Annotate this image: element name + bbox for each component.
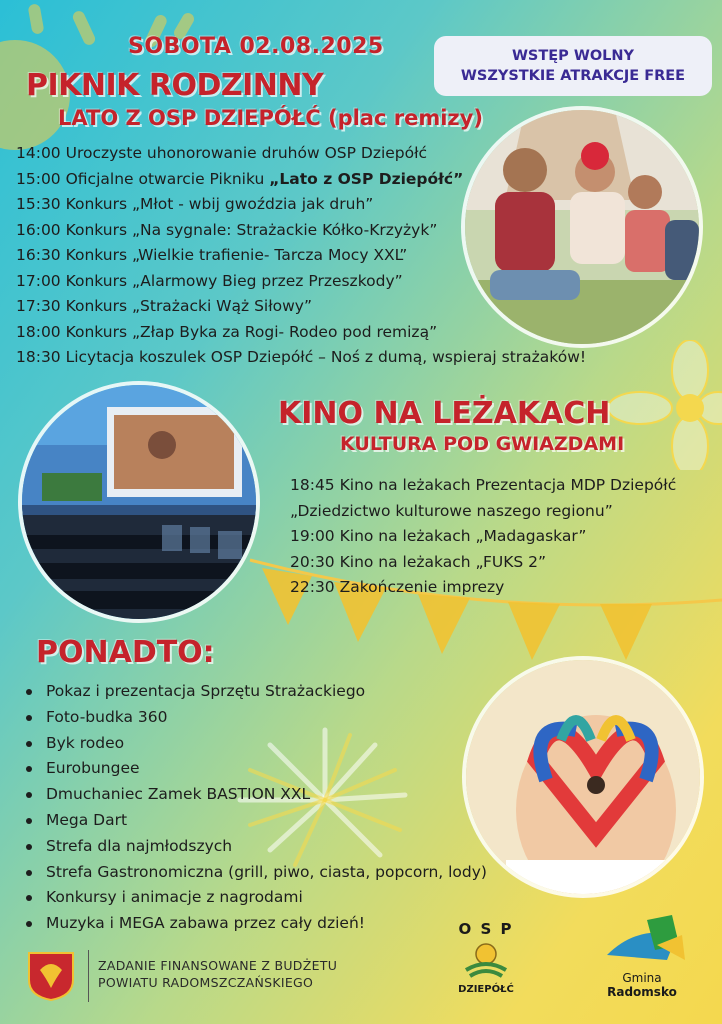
funding-line-2: POWIATU RADOMSZCZAŃSKIEGO — [98, 975, 314, 990]
schedule-item: 19:00 Kino na leżakach „Madagaskar” — [290, 527, 587, 545]
cinema-title: KINO NA LEŻAKACH — [278, 396, 611, 431]
gmina-label-2: Radomsko — [607, 985, 677, 999]
footer-divider — [88, 950, 89, 1002]
list-item: Foto-budka 360 — [22, 705, 487, 731]
schedule-item: 22:30 Zakończenie imprezy — [290, 578, 505, 596]
funding-line-1: ZADANIE FINANSOWANE Z BUDŻETU — [98, 958, 338, 973]
schedule-item: 14:00 Uroczyste uhonorowanie druhów OSP Dziepółć — [16, 144, 428, 162]
badge-line-1: WSTĘP WOLNY — [511, 48, 635, 64]
extras-title: PONADTO: — [36, 635, 215, 670]
cinema-subtitle: KULTURA POD GWIAZDAMI — [340, 433, 625, 455]
list-item: Strefa dla najmłodszych — [22, 834, 487, 860]
schedule-item: 15:00 Oficjalne otwarcie Pikniku „Lato z OSP Dziepółć” — [16, 169, 464, 188]
schedule-item: 17:00 Konkurs „Alarmowy Bieg przez Przeszkody” — [16, 271, 403, 290]
event-date: SOBOTA 02.08.2025 — [128, 34, 384, 59]
gmina-label-1: Gmina — [622, 971, 662, 985]
sun-ray — [71, 9, 97, 47]
list-item: Byk rodeo — [22, 731, 487, 757]
list-item: Dmuchaniec Zamek BASTION XXL — [22, 782, 487, 808]
page-title: PIKNIK RODZINNY — [26, 68, 324, 103]
list-item: Mega Dart — [22, 808, 487, 834]
schedule-item: 18:00 Konkurs „Złap Byka za Rogi- Rodeo pod remizą” — [16, 322, 438, 341]
schedule-item: 18:45 Kino na leżakach Prezentacja MDP Dziepółć — [290, 476, 677, 494]
list-item: Konkursy i animacje z nagrodami — [22, 885, 487, 911]
schedule-item: 16:30 Konkurs „Wielkie trafienie- Tarcza Mocy XXL” — [16, 246, 408, 264]
list-item: Eurobungee — [22, 756, 487, 782]
osp-name: DZIEPÓŁĆ — [458, 984, 514, 995]
picnic-photo — [465, 110, 699, 344]
free-entry-badge — [434, 36, 712, 96]
schedule-item: 17:30 Konkurs „Strażacki Wąż Siłowy” — [16, 297, 312, 315]
osp-emblem-icon — [455, 920, 517, 1002]
list-item: Strefa Gastronomiczna (grill, piwo, ciasta, popcorn, lody) — [22, 860, 487, 886]
list-item: Muzyka i MEGA zabawa przez cały dzień! — [22, 911, 487, 937]
sun-ray — [27, 3, 44, 35]
extras-list — [22, 679, 487, 937]
schedule-item: 15:30 Konkurs „Młot - wbij gwoździa jak druh” — [16, 195, 374, 213]
schedule-item: 18:30 Licytacja koszulek OSP Dziepółć – Noś z dumą, wspieraj strażaków! — [16, 348, 587, 366]
cinema-schedule — [290, 473, 676, 601]
list-item: Pokaz i prezentacja Sprzętu Strażackiego — [22, 679, 487, 705]
outdoor-cinema-photo — [22, 385, 256, 619]
schedule-item: „Dziedzictwo kulturowe naszego regionu” — [290, 501, 613, 520]
coat-of-arms-icon — [26, 950, 76, 1002]
schedule-item: 20:30 Kino na leżakach „FUKS 2” — [290, 552, 547, 571]
gmina-logo-icon — [592, 915, 692, 1005]
badge-line-2: WSZYSTKIE ATRAKCJE FREE — [460, 68, 686, 84]
schedule-item: 16:00 Konkurs „Na sygnale: Strażackie Kółko-Krzyżyk” — [16, 220, 438, 239]
child-heart-hands-photo — [466, 660, 700, 894]
osp-label: O S P — [458, 920, 514, 938]
page-subtitle: LATO Z OSP DZIEPÓŁĆ (plac remizy) — [58, 106, 483, 130]
funding-note — [98, 957, 337, 991]
